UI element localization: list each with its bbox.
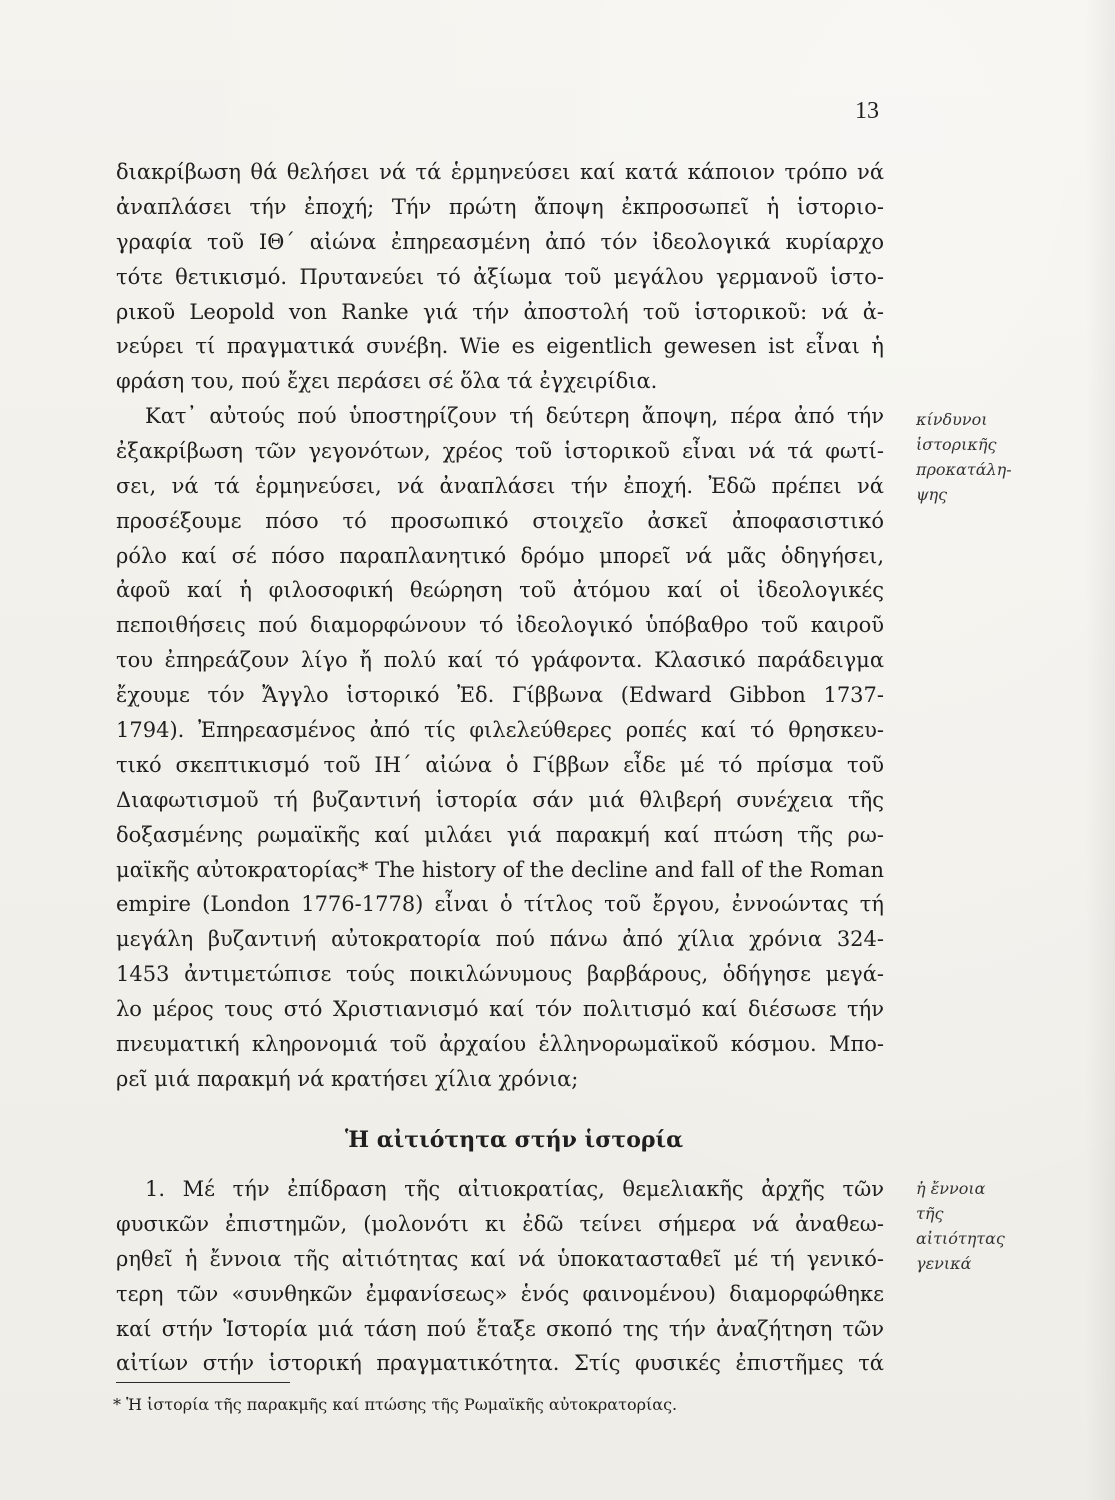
- margin-note-line: γενικά: [916, 1254, 972, 1273]
- text-line: σει, νά τά ἑρμηνεύσει, νά ἀναπλάσει τήν ἐποχή. Ἐδῶ πρέπει νά: [116, 473, 884, 498]
- margin-note-line: προκατάλη-: [916, 460, 1012, 479]
- text-line: νεύρει τί πραγματικά συνέβη. Wie es eigentlich gewesen ist εἶναι ἡ: [116, 334, 884, 359]
- text-line: ἀφοῦ καί ἡ φιλοσοφική θεώρηση τοῦ ἀτόμου καί οἱ ἰδεολογικές: [116, 578, 884, 603]
- text-line: ρηθεῖ ἡ ἔννοια τῆς αἰτιότητας καί νά ὑποκατασταθεῖ μέ τή γενικό-: [116, 1246, 884, 1271]
- text-line: μαϊκῆς αὐτοκρατορίας* The history of the decline and fall of the Roman: [116, 857, 884, 882]
- text-line: 1453 ἀντιμετώπισε τούς ποικιλώνυμους βαρβάρους, ὁδήγησε μεγά-: [116, 962, 884, 987]
- paragraph-3: [116, 1172, 884, 1381]
- margin-note-line: ἱστορικῆς: [916, 435, 997, 454]
- text-line: ἔχουμε τόν Ἄγγλο ἱστορικό Ἐδ. Γίββωνα (Edward Gibbon 1737-: [116, 683, 884, 708]
- text-line: τικό σκεπτικισμό τοῦ ΙΗ΄ αἰώνα ὁ Γίββων εἶδε μέ τό πρίσμα τοῦ: [116, 752, 884, 777]
- text-line: διακρίβωση θά θελήσει νά τά ἑρμηνεύσει καί κατά κάποιον τρόπο νά: [116, 160, 884, 184]
- text-line: ρόλο καί σέ πόσο παραπλανητικό δρόμο μπορεῖ νά μᾶς ὁδηγήσει,: [116, 543, 884, 568]
- margin-note-line: κίνδυνοι: [916, 410, 988, 429]
- text-line: προσέξουμε πόσο τό προσωπικό στοιχεῖο ἀσκεῖ ἀποφασιστικό: [116, 508, 884, 533]
- text-line: τότε θετικισμό. Πρυτανεύει τό ἀξίωμα τοῦ μεγάλου γερμανοῦ ἱστο-: [116, 264, 884, 289]
- footnote-divider: [116, 1382, 290, 1383]
- text-line: μεγάλη βυζαντινή αὐτοκρατορία πού πάνω ἀπό χίλια χρόνια 324-: [116, 927, 884, 952]
- text-line: πεποιθήσεις πού διαμορφώνουν τό ἰδεολογικό ὑπόβαθρο τοῦ καιροῦ: [116, 613, 884, 638]
- page-number: 13: [855, 98, 879, 124]
- margin-note-line: ψης: [916, 485, 948, 504]
- text-line: Κατ᾿ αὐτούς πού ὑποστηρίζουν τή δεύτερη ἄποψη, πέρα ἀπό τήν: [145, 404, 884, 428]
- margin-note-line: τῆς: [916, 1204, 944, 1223]
- text-line: 1. Μέ τήν ἐπίδραση τῆς αἰτιοκρατίας, θεμελιακῆς ἀρχῆς τῶν: [145, 1177, 884, 1201]
- text-line: empire (London 1776-1778) εἶναι ὁ τίτλος τοῦ ἔργου, ἐννοώντας τή: [116, 892, 884, 917]
- section-heading: Ἡ αἰτιότητα στήν ἱστορία: [345, 1127, 684, 1153]
- text-line: γραφία τοῦ ΙΘ΄ αἰώνα ἐπηρεασμένη ἀπό τόν ἰδεολογικά κυρίαρχο: [116, 229, 884, 254]
- text-line: λο μέρος τους στό Χριστιανισμό καί τόν πολιτισμό καί διέσωσε τήν: [116, 997, 884, 1022]
- margin-note-line: ἡ ἔννοια: [916, 1179, 986, 1198]
- paragraph-1: [116, 155, 884, 399]
- text-line: του ἐπηρεάζουν λίγο ἤ πολύ καί τό γράφοντα. Κλασικό παράδειγμα: [116, 648, 884, 673]
- text-line: ρικοῦ Leopold von Ranke γιά τήν ἀποστολή τοῦ ἱστορικοῦ: νά ἀ-: [116, 299, 884, 324]
- margin-note-line: αἰτιότητας: [916, 1229, 1005, 1248]
- text-line: ρεῖ μιά παρακμή νά κρατήσει χίλια χρόνια;: [116, 1066, 579, 1091]
- margin-note-causality: [916, 1176, 1066, 1276]
- text-line: καί στήν Ἱστορία μιά τάση πού ἔταξε σκοπό της τήν ἀναζήτηση τῶν: [116, 1316, 884, 1341]
- text-line: 1794). Ἐπηρεασμένος ἀπό τίς φιλελεύθερες ροπές καί τό θρησκευ-: [116, 718, 884, 743]
- paragraph-2: [116, 399, 884, 1097]
- margin-note-prejudice: [916, 407, 1066, 507]
- footnote: * Ἡ ἱστορία τῆς παρακμῆς καί πτώσης τῆς Ρωμαϊκῆς αὐτοκρατορίας.: [113, 1395, 678, 1414]
- text-line: Διαφωτισμοῦ τή βυζαντινή ἱστορία σάν μιά θλιβερή συνέχεια τῆς: [116, 787, 884, 812]
- text-line: φυσικῶν ἐπιστημῶν, (μολονότι κι ἐδῶ τείνει σήμερα νά ἀναθεω-: [116, 1211, 884, 1236]
- text-line: ἀναπλάσει τήν ἐποχή; Τήν πρώτη ἄποψη ἐκπροσωπεῖ ἡ ἱστοριο-: [116, 194, 884, 219]
- text-line: τερη τῶν «συνθηκῶν ἐμφανίσεως» ἑνός φαινομένου) διαμορφώθηκε: [116, 1281, 884, 1306]
- text-line: δοξασμένης ρωμαϊκῆς καί μιλάει γιά παρακμή καί πτώση τῆς ρω-: [116, 822, 884, 847]
- text-line: φράση του, πού ἔχει περάσει σέ ὅλα τά ἐγχειρίδια.: [116, 369, 658, 394]
- text-line: πνευματική κληρονομιά τοῦ ἀρχαίου ἑλληνορωμαϊκοῦ κόσμου. Μπο-: [116, 1032, 884, 1057]
- text-line: ἐξακρίβωση τῶν γεγονότων, χρέος τοῦ ἱστορικοῦ εἶναι νά τά φωτί-: [116, 438, 884, 463]
- text-line: αἰτίων στήν ἱστορική πραγματικότητα. Στίς φυσικές ἐπιστῆμες τά: [116, 1351, 884, 1376]
- page-edge-shadow: [1085, 0, 1115, 1500]
